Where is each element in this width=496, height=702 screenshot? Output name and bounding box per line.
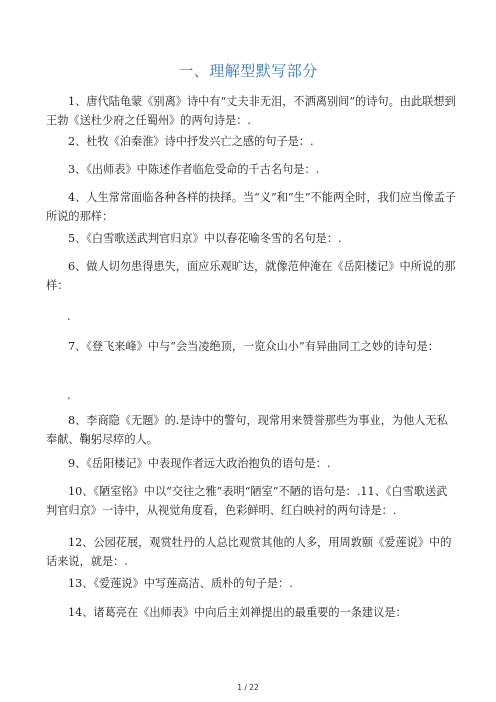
question-3: 3、《出师表》中陈述作者临危受命的千古名句是：.	[68, 163, 320, 176]
question-8: 8、李商隐《无题》的.是诗中的警句，现常用来赞誉那些为事业，为他人无私奉献、鞠躬尽瘁的人。	[46, 414, 448, 446]
question-4: 4、人生常常面临各种各样的抉择。当“义”和“生”不能两全时，我们应当像孟子所说的那样：	[46, 191, 456, 223]
question-9: 9、《岳阳楼记》中表现作者远大政治抱负的语句是：.	[68, 457, 331, 470]
question-6: 6、做人切勿患得患失，面应乐观旷达，就像范仲淹在《岳阳楼记》中所说的那样：	[46, 260, 456, 292]
question-12: 12、公园花展，观赏牡丹的人总比观赏其他的人多，用周敦颐《爱莲说》中的话来说，就是：.	[46, 536, 452, 568]
question-10-11: 10、《陋室铭》中以“交往之雅”表明“陋室”不陋的语句是：.11、《白雪歌送武判官归京》一诗中，从视觉角度看，色彩鲜明、红白映衬的两句诗是：.	[46, 485, 448, 517]
question-5: 5、《白雪歌送武判官归京》中以春花喻冬雪的名句是：.	[68, 232, 342, 245]
question-14: 14、诸葛亮在《出师表》中向后主刘禅提出的最重要的一条建议是：	[68, 606, 407, 619]
section-title: 一、理解型默写部分	[178, 62, 318, 80]
question-2: 2、杜牧《泊秦淮》诗中抒发兴亡之感的句子是：.	[68, 135, 314, 148]
question-13: 13、《爱莲说》中写莲高洁、质朴的句子是：.	[68, 577, 293, 590]
answer-blank-dot: .	[67, 310, 71, 323]
question-7: 7、《登飞来峰》中与“会当凌绝顶，一览众山小”有异曲同工之妙的诗句是：	[68, 340, 439, 353]
answer-blank-dot: .	[67, 389, 71, 402]
question-1: 1、唐代陆龟蒙《别离》诗中有“丈夫非无泪，不洒离别间”的诗句。由此联想到王勃《送杜少府之任蜀州》的两句诗是：.	[46, 95, 456, 127]
page-indicator: 1 / 22	[237, 683, 259, 692]
